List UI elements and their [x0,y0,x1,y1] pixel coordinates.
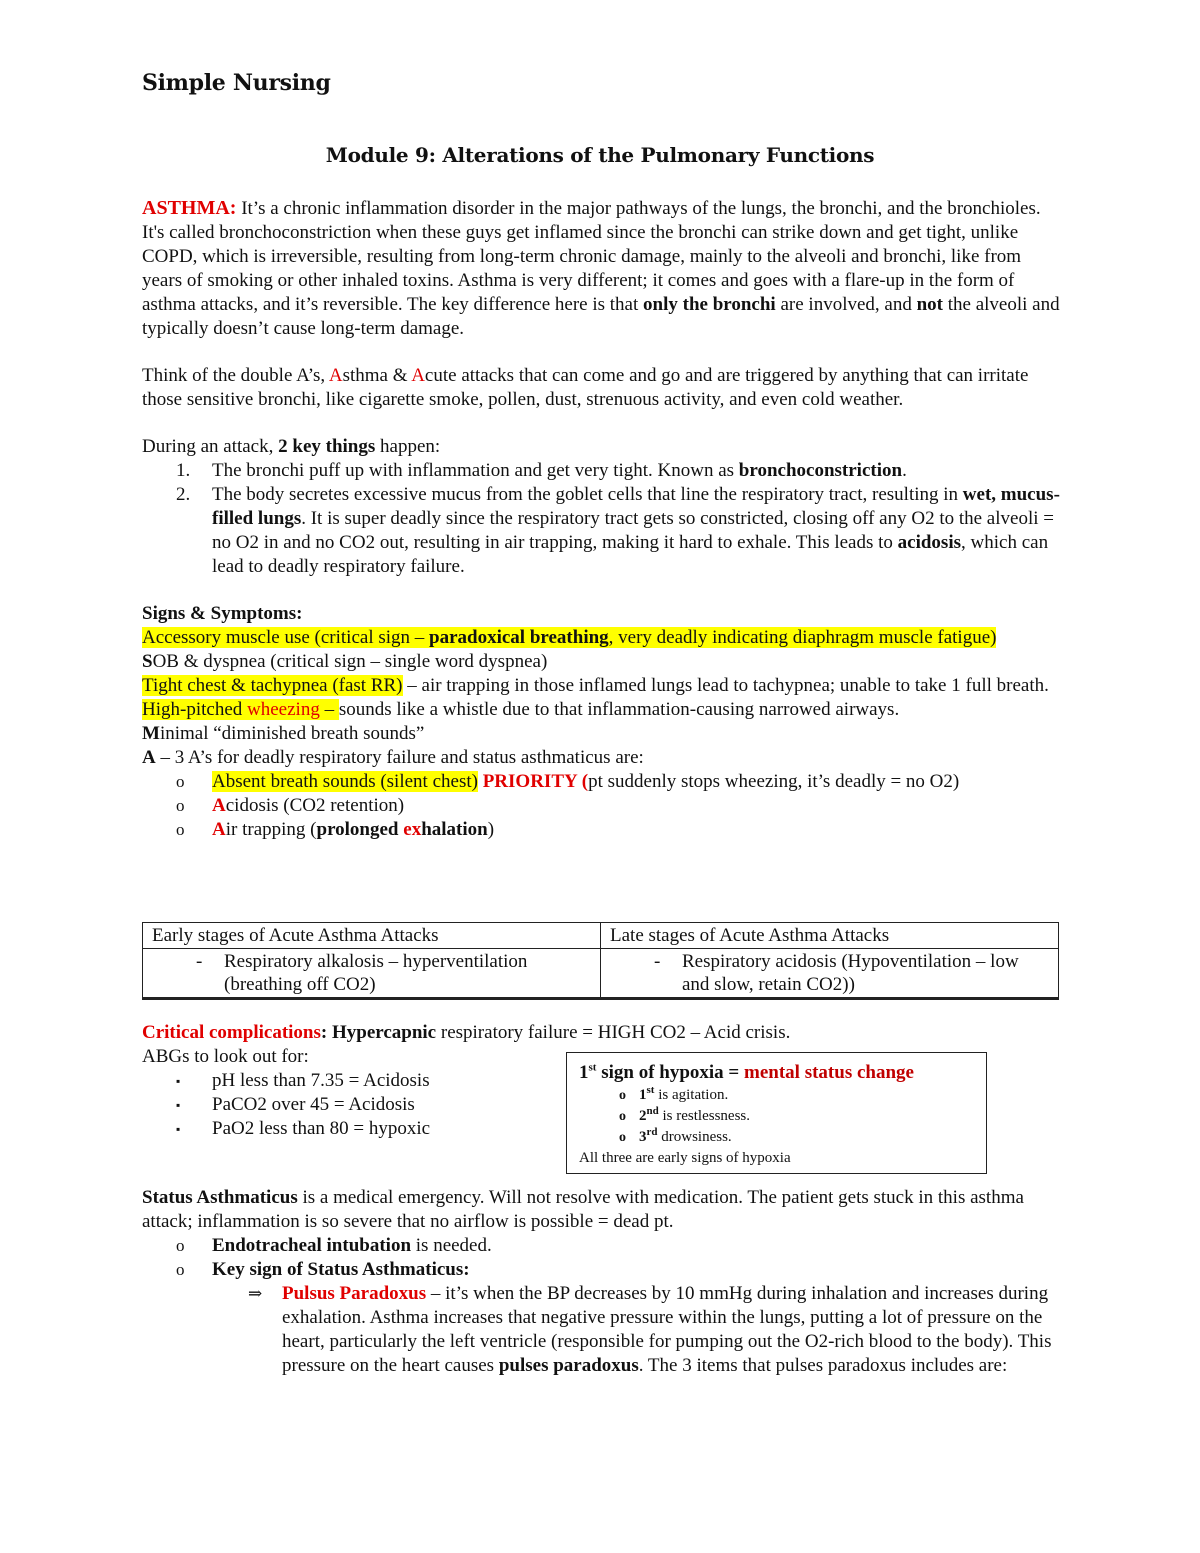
table-header-late: Late stages of Acute Asthma Attacks [601,923,1059,949]
document-header: Simple Nursing [142,70,331,96]
status-asthmaticus-paragraph: Status Asthmaticus is a medical emergency. Will not resolve with medication. The patient gets stuck in this asthma attack; inflammation is so severe that no airflow is possible = dead pt. [142,1187,1024,1232]
abg-intro: ABGs to look out for: [142,1046,309,1067]
table-cell-late: - Respiratory acidosis (Hypoventilation – low and slow, retain CO2)) [601,949,1059,999]
page-title: Module 9: Alterations of the Pulmonary Functions [325,143,875,167]
list-item: o 1st is agitation. [619,1084,729,1103]
table-row [143,949,1059,999]
hypoxia-box-footer: All three are early signs of hypoxia [579,1150,791,1166]
list-item: 1. The bronchi puff up with inflammation and get very tight. Known as bronchoconstriction. [176,460,907,481]
list-item: o Endotracheal intubation is needed. [176,1235,492,1256]
hypoxia-list [579,1085,976,1148]
list-item: ⇒ Pulsus Paradoxus – it’s when the BP decreases by 10 mmHg during inhalation and increases during exhalation. Asthma increases that negative pressure within the lungs, putting a lot of pressure on the heart, particularly the left ventricle (responsible for pumping out the O2-rich blood to the body). This pressure on the heart causes pulses paradoxus. The 3 items that pulses paradoxus includes are: [248,1283,1052,1376]
asthma-label: ASTHMA: [142,197,237,219]
list-item: o 2nd is restlessness. [619,1105,750,1124]
status-list [142,1234,1062,1282]
sign-accessory-muscle: Accessory muscle use (critical sign – paradoxical breathing, very deadly indicating diaphragm muscle fatigue) [142,627,997,648]
asthma-intro-paragraph: ASTHMA: It’s a chronic inflammation disorder in the major pathways of the lungs, the bronchi, and the bronchioles. It's called bronchoconstriction when these guys get inflamed since the bronchi can strike down and get tight, unlike COPD, which is irreversible, resulting from long-term chronic damage, mainly to the alveoli and bronchi, like from years of smoking or other inhaled toxins. Asthma is very different; it comes and goes with a flare-up in the form of asthma attacks, and it’s reversible. The key difference here is that only the bronchi are involved, and not the alveoli and typically doesn’t cause long-term damage. [142,197,1060,339]
sign-wheezing: High-pitched wheezing – sounds like a whistle due to that inflammation-causing narrowed airways. [142,699,900,720]
status-asthmaticus-section [142,1186,1062,1378]
list-item: ▪ PaO2 less than 80 = hypoxic [176,1118,431,1139]
sign-minimal: Minimal “diminished breath sounds” [142,723,425,744]
attack-intro: During an attack, 2 key things happen: [142,436,441,457]
sign-three-as: A – 3 A’s for deadly respiratory failure and status asthmaticus are: [142,747,644,768]
list-item: ▪ pH less than 7.35 = Acidosis [176,1070,430,1091]
critical-complications-line: Critical complications: Hypercapnic respiratory failure = HIGH CO2 – Acid crisis. [142,1022,791,1043]
table-row [143,923,1059,949]
asthma-section [142,196,1062,842]
signs-heading: Signs & Symptoms: [142,603,303,624]
table-cell-early: - Respiratory alkalosis – hyperventilation (breathing off CO2) [143,949,601,999]
pulsus-list [142,1282,1062,1378]
list-item: o Acidosis (CO2 retention) [176,795,405,816]
attack-list [142,459,1062,579]
arrow-icon: ⇒ [248,1284,263,1303]
double-a-paragraph: Think of the double A’s, Asthma & Acute attacks that can come and go and are triggered by anything that can irritate those sensitive bronchi, like cigarette smoke, pollen, dust, strenuous activity, and even cold weather. [142,365,1029,410]
list-item: o Air trapping (prolonged exhalation) [176,819,495,840]
list-item: 2. The body secretes excessive mucus from the goblet cells that line the respiratory tract, resulting in wet, mucus-filled lungs. It is super deadly since the respiratory tract gets so constricted, closing off any O2 to the alveoli = no O2 in and no CO2 out, resulting in air trapping, making it hard to exhale. This leads to acidosis, which can lead to deadly respiratory failure. [176,484,1060,577]
hypoxia-box-heading: 1st sign of hypoxia = mental status change [579,1061,914,1083]
list-item: o 3rd drowsiness. [619,1126,732,1145]
hypoxia-signs-box [566,1052,987,1174]
sign-sob: SOB & dyspnea (critical sign – single word dyspnea) [142,651,548,672]
list-item: o Absent breath sounds (silent chest) PRIORITY (pt suddenly stops wheezing, it’s deadly = no O2) [176,771,960,792]
list-item: ▪ PaCO2 over 45 = Acidosis [176,1094,415,1115]
sign-tight-chest: Tight chest & tachypnea (fast RR) – air trapping in those inflamed lungs lead to tachypnea; unable to take 1 full breath. [142,675,1049,696]
list-item: o Key sign of Status Asthmaticus: [176,1259,470,1280]
table-header-early: Early stages of Acute Asthma Attacks [143,923,601,949]
three-as-list [142,770,1062,842]
asthma-stages-table [142,922,1059,1000]
